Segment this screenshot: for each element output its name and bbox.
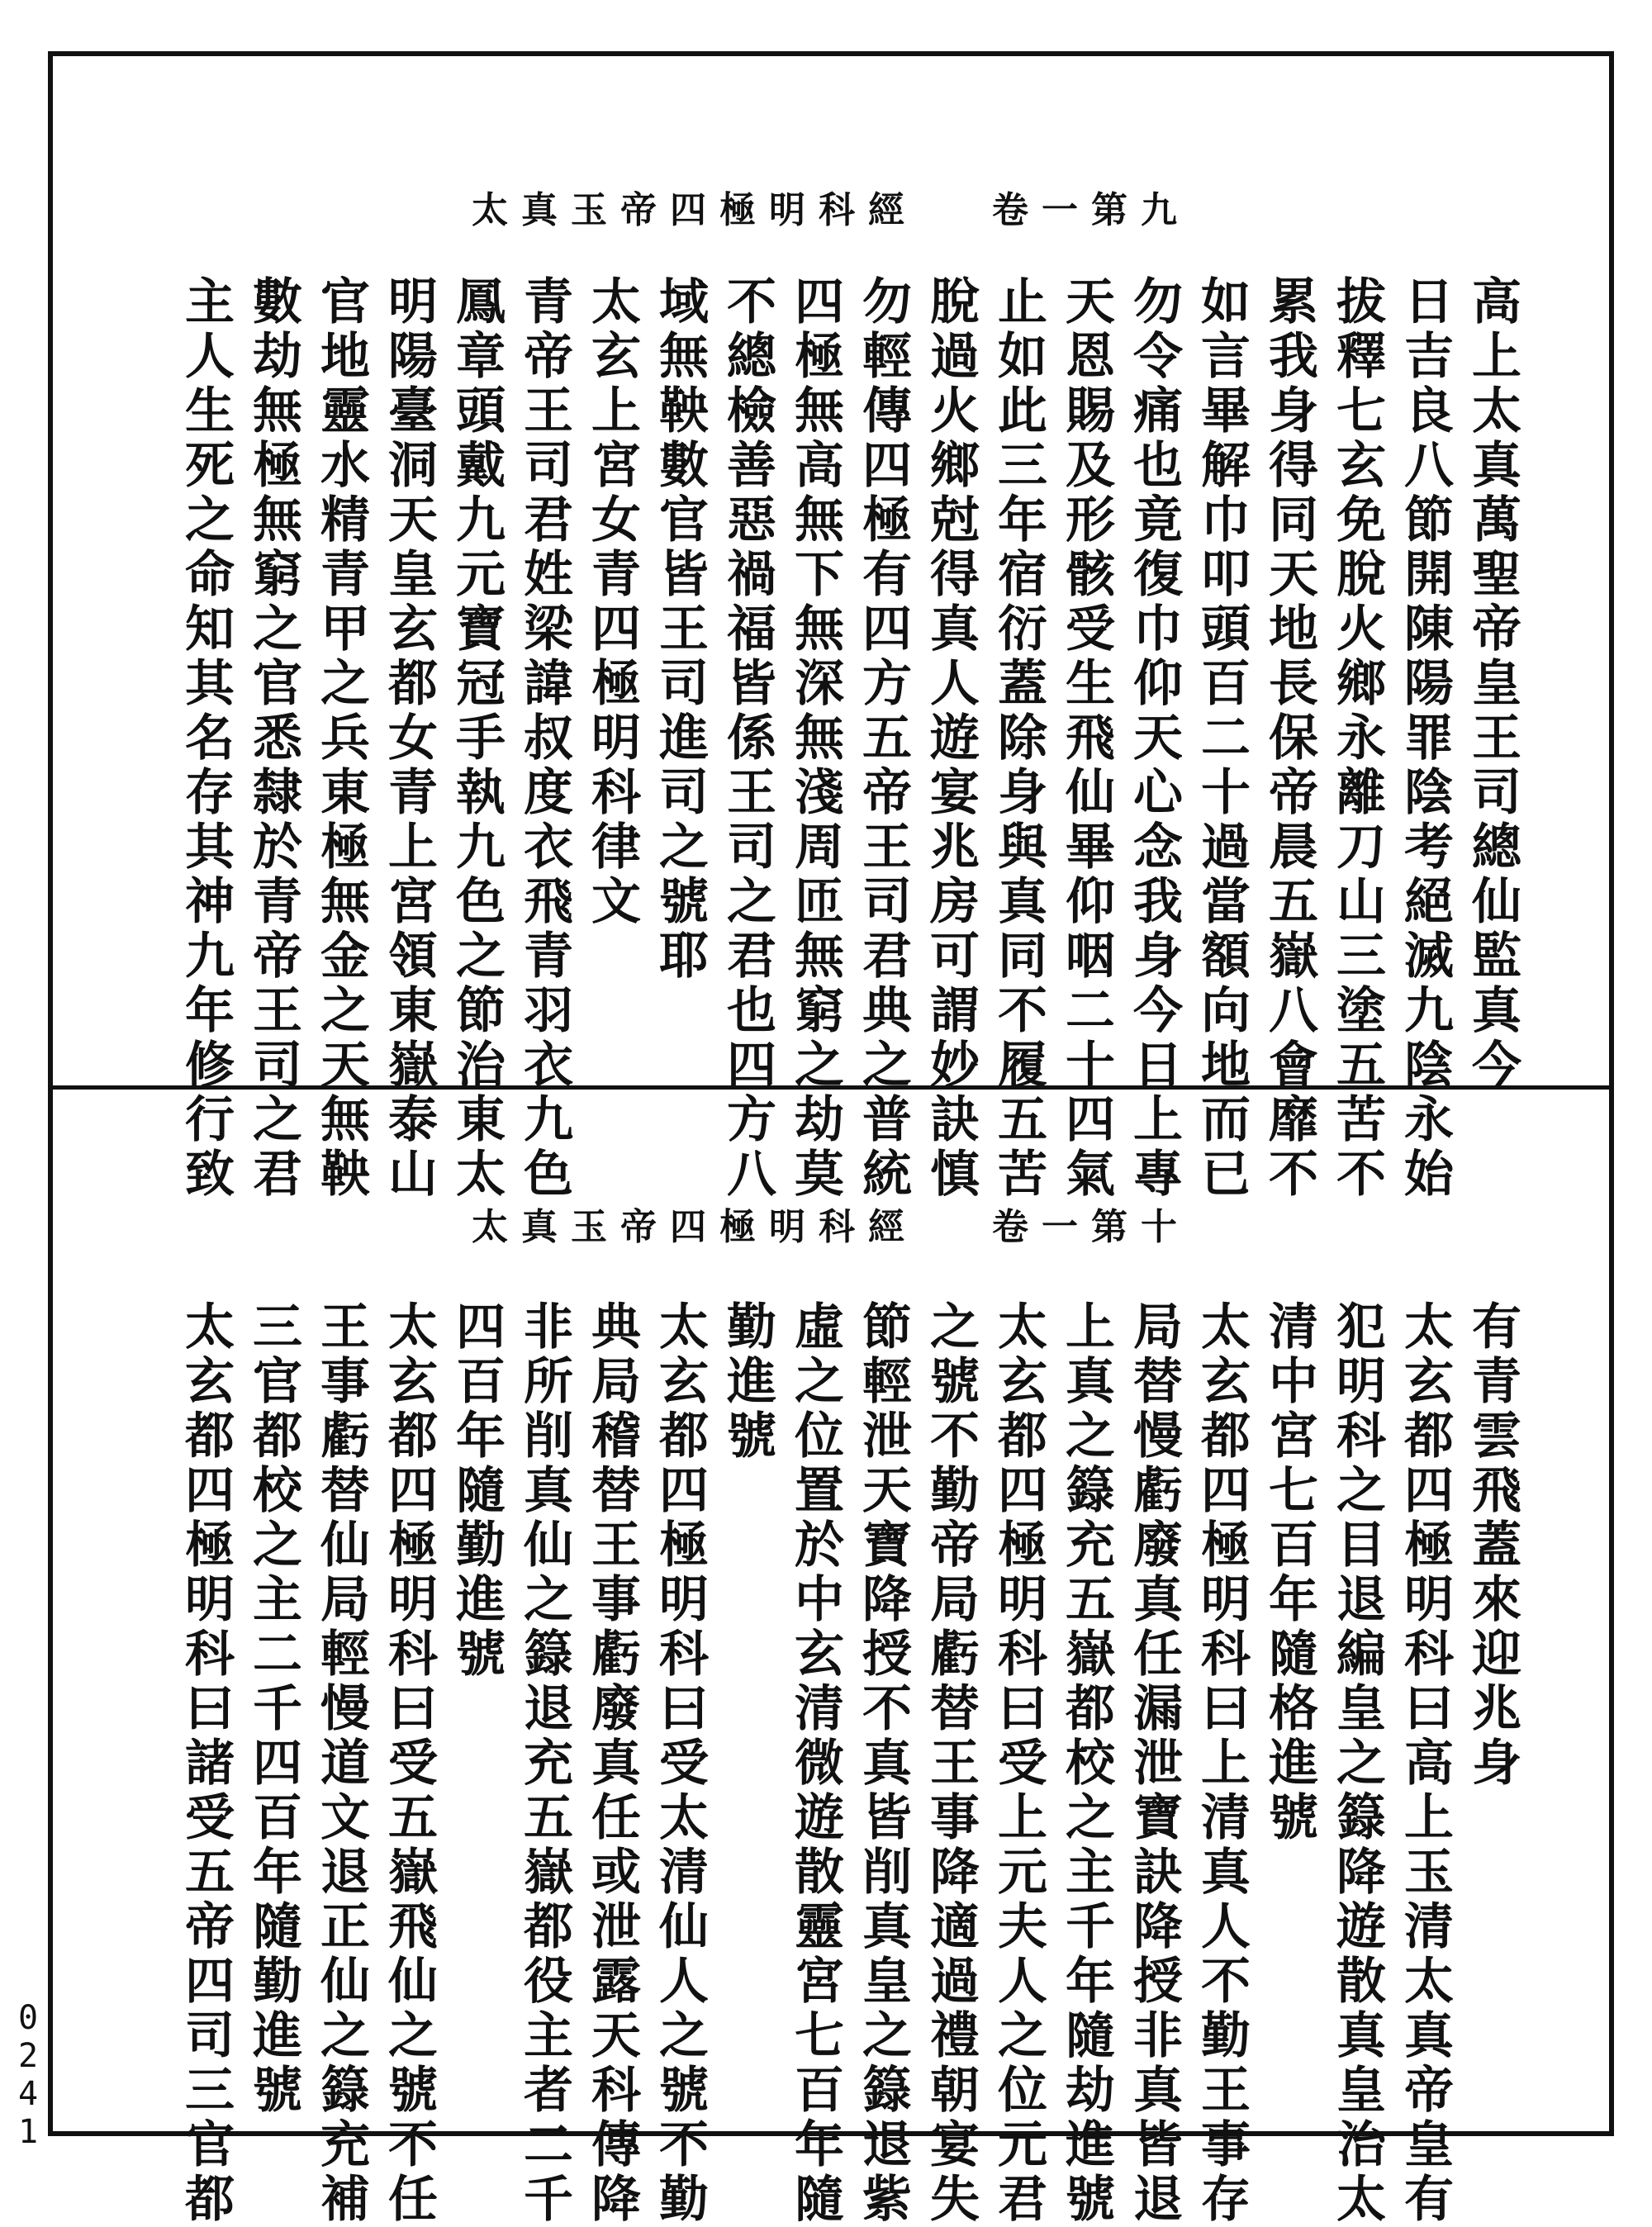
text-column: 四極無高無下無深無淺周匝無窮之劫莫 xyxy=(786,275,844,1202)
text-column: 之號不勤帝局虧替王事降適過禮朝宴失 xyxy=(922,1300,980,2227)
text-column: 犯明科之目退編皇之籙降遊散真皇治太 xyxy=(1328,1300,1386,2227)
text-column: 止如此三年宿衍蓋除身與真同不履五苦 xyxy=(990,275,1047,1202)
text-column: 太玄都四極明科曰上清真人不勤王事存 xyxy=(1193,1300,1251,2227)
text-column: 勤進號 xyxy=(719,1300,776,1464)
text-column: 非所削真仙之籙退充五嶽都役主者二千 xyxy=(515,1300,573,2227)
text-column: 不總檢善惡禍福皆係王司之君也四方八 xyxy=(719,275,776,1202)
text-column: 官地靈水精青甲之兵東極無金之天無鞅 xyxy=(312,275,370,1202)
text-column: 四百年隨勤進號 xyxy=(448,1300,506,1682)
text-column: 太玄都四極明科曰受太清仙人之號不勤 xyxy=(651,1300,709,2227)
bottom-panel xyxy=(53,1085,1609,2227)
text-column: 太玄都四極明科曰諸受五帝四司三官都 xyxy=(177,1300,235,2227)
text-column: 太玄都四極明科曰受五嶽飛仙之號不任 xyxy=(380,1300,438,2227)
bottom-volume: 卷一第十 xyxy=(992,1206,1190,1248)
text-column: 太玄都四極明科曰受上元夫人之位元君 xyxy=(990,1300,1047,2227)
text-column: 有青雲飛蓋來迎兆身 xyxy=(1464,1300,1521,1791)
text-column: 高上太真萬聖帝皇王司總仙監真今 xyxy=(1464,275,1521,1093)
top-text-columns xyxy=(135,275,1526,1202)
text-column: 累我身得同天地長保帝晨五嶽八會靡不 xyxy=(1260,275,1318,1202)
text-column: 域無鞅數官皆王司進司之號耶 xyxy=(651,275,709,984)
text-column: 如言畢解巾叩頭百二十過當額向地而已 xyxy=(1193,275,1251,1202)
page-number: 0241 xyxy=(9,1999,47,2151)
text-column: 天恩賜及形骸受生飛仙畢仰咽二十四氣 xyxy=(1057,275,1115,1202)
text-column: 脫過火鄉尅得真人遊宴兆房可謂妙訣慎 xyxy=(922,275,980,1202)
text-column: 典局稽替王事虧廢真任或泄露天科傳降 xyxy=(583,1300,641,2227)
text-column: 王事虧替仙局輕慢道文退正仙之籙充補 xyxy=(312,1300,370,2227)
text-column: 勿輕傳四極有四方五帝王司君典之普統 xyxy=(854,275,912,1202)
text-column: 數劫無極無窮之官悉隸於青帝王司之君 xyxy=(244,275,302,1202)
top-header xyxy=(53,180,1609,230)
text-column: 局替慢虧廢真任漏泄寶訣降授非真皆退 xyxy=(1125,1300,1183,2227)
text-column: 節輕泄天寶降授不真皆削真皇之籙退紫 xyxy=(854,1300,912,2227)
page-frame xyxy=(48,51,1614,2227)
text-column: 太玄都四極明科曰高上玉清太真帝皇有 xyxy=(1396,1300,1454,2227)
bottom-header xyxy=(53,1197,1609,1246)
bottom-text-columns xyxy=(135,1300,1526,2227)
text-column: 拔釋七玄免脫火鄉永離刀山三塗五苦不 xyxy=(1328,275,1386,1202)
top-title: 太真玉帝四極明科經 xyxy=(472,189,918,231)
text-column: 太玄上宮女青四極明科律文 xyxy=(583,275,641,929)
text-column: 鳳章頭戴九元寶冠手執九色之節治東太 xyxy=(448,275,506,1202)
top-panel xyxy=(53,56,1609,1202)
text-column: 虛之位置於中玄清微遊散靈宮七百年隨 xyxy=(786,1300,844,2227)
text-column: 三官都校之主二千四百年隨勤進號 xyxy=(244,1300,302,2118)
text-column: 青帝王司君姓梁諱叔度衣飛青羽衣九色 xyxy=(515,275,573,1202)
text-column: 清中宮七百年隨格進號 xyxy=(1260,1300,1318,1845)
text-column: 上真之籙充五嶽都校之主千年隨劫進號 xyxy=(1057,1300,1115,2227)
top-volume: 卷一第九 xyxy=(992,189,1190,231)
text-column: 主人生死之命知其名存其神九年修行致 xyxy=(177,275,235,1202)
text-column: 日吉良八節開陳陽罪陰考絕滅九陰永始 xyxy=(1396,275,1454,1202)
text-column: 明陽臺洞天皇玄都女青上宮領東嶽泰山 xyxy=(380,275,438,1202)
bottom-title: 太真玉帝四極明科經 xyxy=(472,1206,918,1248)
text-column: 勿令痛也竟復巾仰天心念我身今日上專 xyxy=(1125,275,1183,1202)
